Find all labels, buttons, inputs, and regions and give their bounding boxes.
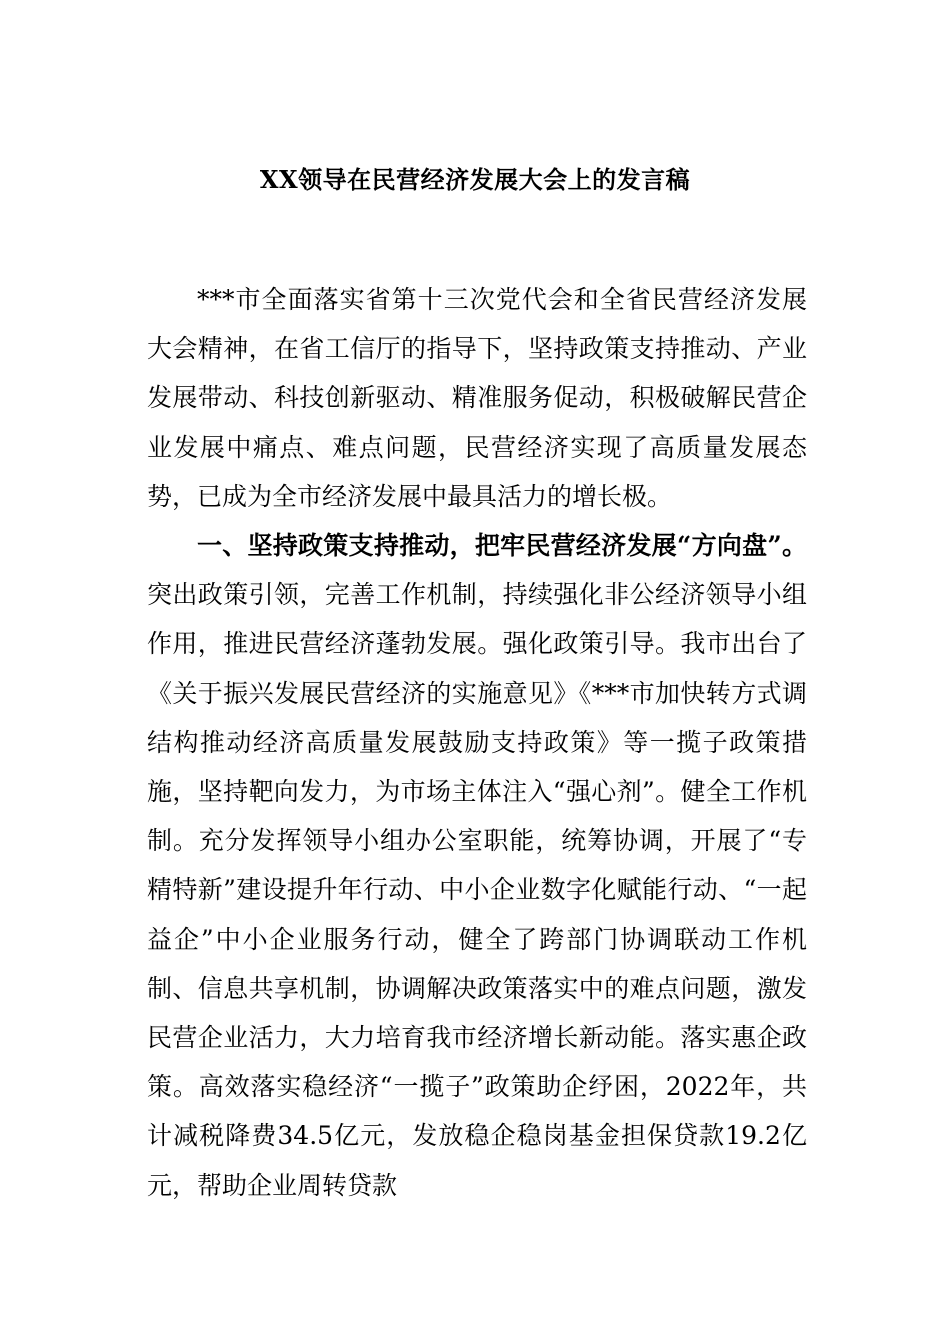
section-1-body: 突出政策引领，完善工作机制，持续强化非公经济领导小组作用，推进民营经济蓬勃发展。强化政策引导。我市出台了《关于振兴发展民营经济的实施意见》《***市加快转方式调结构推动经济高质量发展鼓励支持政策》等一揽子政策措施，坚持靶向发力，为市场主体注入“强心剂”。健全工作机制。充分发挥领导小组办公室职能，统筹协调，开展了“专精特新”建设提升年行动、中小企业数字化赋能行动、“一起益企”中小企业服务行动，健全了跨部门协调联动工作机制、信息共享机制，协调解决政策落实中的难点问题，激发民营企业活力，大力培育我市经济增长新动能。落实惠企政策。高效落实稳经济“一揽子”政策助企纾困，2022年，共计减税降费34.5亿元，发放稳企稳岗基金担保贷款19.2亿元，帮助企业周转贷款 (147, 580, 807, 1200)
document-body (147, 275, 807, 1210)
intro-paragraph: ***市全面落实省第十三次党代会和全省民营经济发展大会精神，在省工信厅的指导下，坚持政策支持推动、产业发展带动、科技创新驱动、精准服务促动，积极破解民营企业发展中痛点、难点问题，民营经济实现了高质量发展态势，已成为全市经济发展中最具活力的增长极。 (147, 285, 807, 511)
section-1-paragraph (147, 521, 807, 1210)
document-title: XX领导在民营经济发展大会上的发言稿 (259, 165, 691, 194)
section-1-heading: 一、坚持政策支持推动，把牢民营经济发展“方向盘”。 (197, 531, 807, 561)
